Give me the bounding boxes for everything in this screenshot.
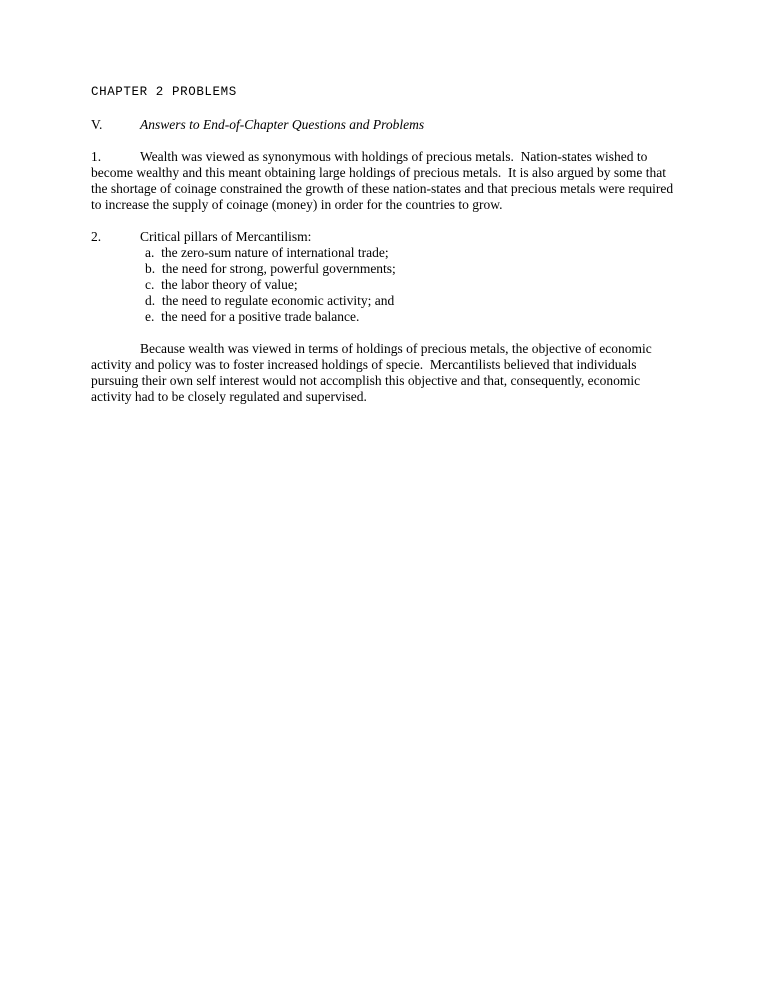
sublist-item-d: d. the need to regulate economic activity; and: [145, 293, 395, 308]
closing-paragraph: Because wealth was viewed in terms of holdings of precious metals, the objective of economic activity and policy was to foster increased holdings of specie. Mercantilists believed that individuals pursuing their own self interest would not accomplish this objective and that, consequently, economic activity had to be closely regulated and supervised.: [91, 341, 656, 404]
item-2-sublist: [91, 245, 676, 325]
section-number: V.: [91, 117, 103, 132]
section-line: [91, 117, 676, 133]
item-2-text: Critical pillars of Mercantilism:: [140, 229, 312, 244]
item-2-number: 2.: [91, 229, 102, 244]
sublist-item-a: a. the zero-sum nature of international trade;: [145, 245, 389, 260]
sublist-item-c: c. the labor theory of value;: [145, 277, 298, 292]
section-title: Answers to End-of-Chapter Questions and Problems: [140, 117, 425, 132]
sublist-item-b: b. the need for strong, powerful governments;: [145, 261, 396, 276]
sublist-item-e: e. the need for a positive trade balance.: [145, 309, 360, 324]
answer-item-1: [91, 149, 676, 213]
item-1-text: Wealth was viewed as synonymous with holdings of precious metals. Nation-states wished to become wealthy and this meant obtaining large holdings of precious metals. It is also argued by some that the shortage of coinage constrained the growth of these nation-states and that precious metals were required to increase the supply of coinage (money) in order for the countries to grow.: [91, 149, 677, 212]
item-1-number: 1.: [91, 149, 102, 164]
chapter-heading: CHAPTER 2 PROBLEMS: [91, 85, 237, 99]
answer-item-2: [91, 229, 676, 245]
